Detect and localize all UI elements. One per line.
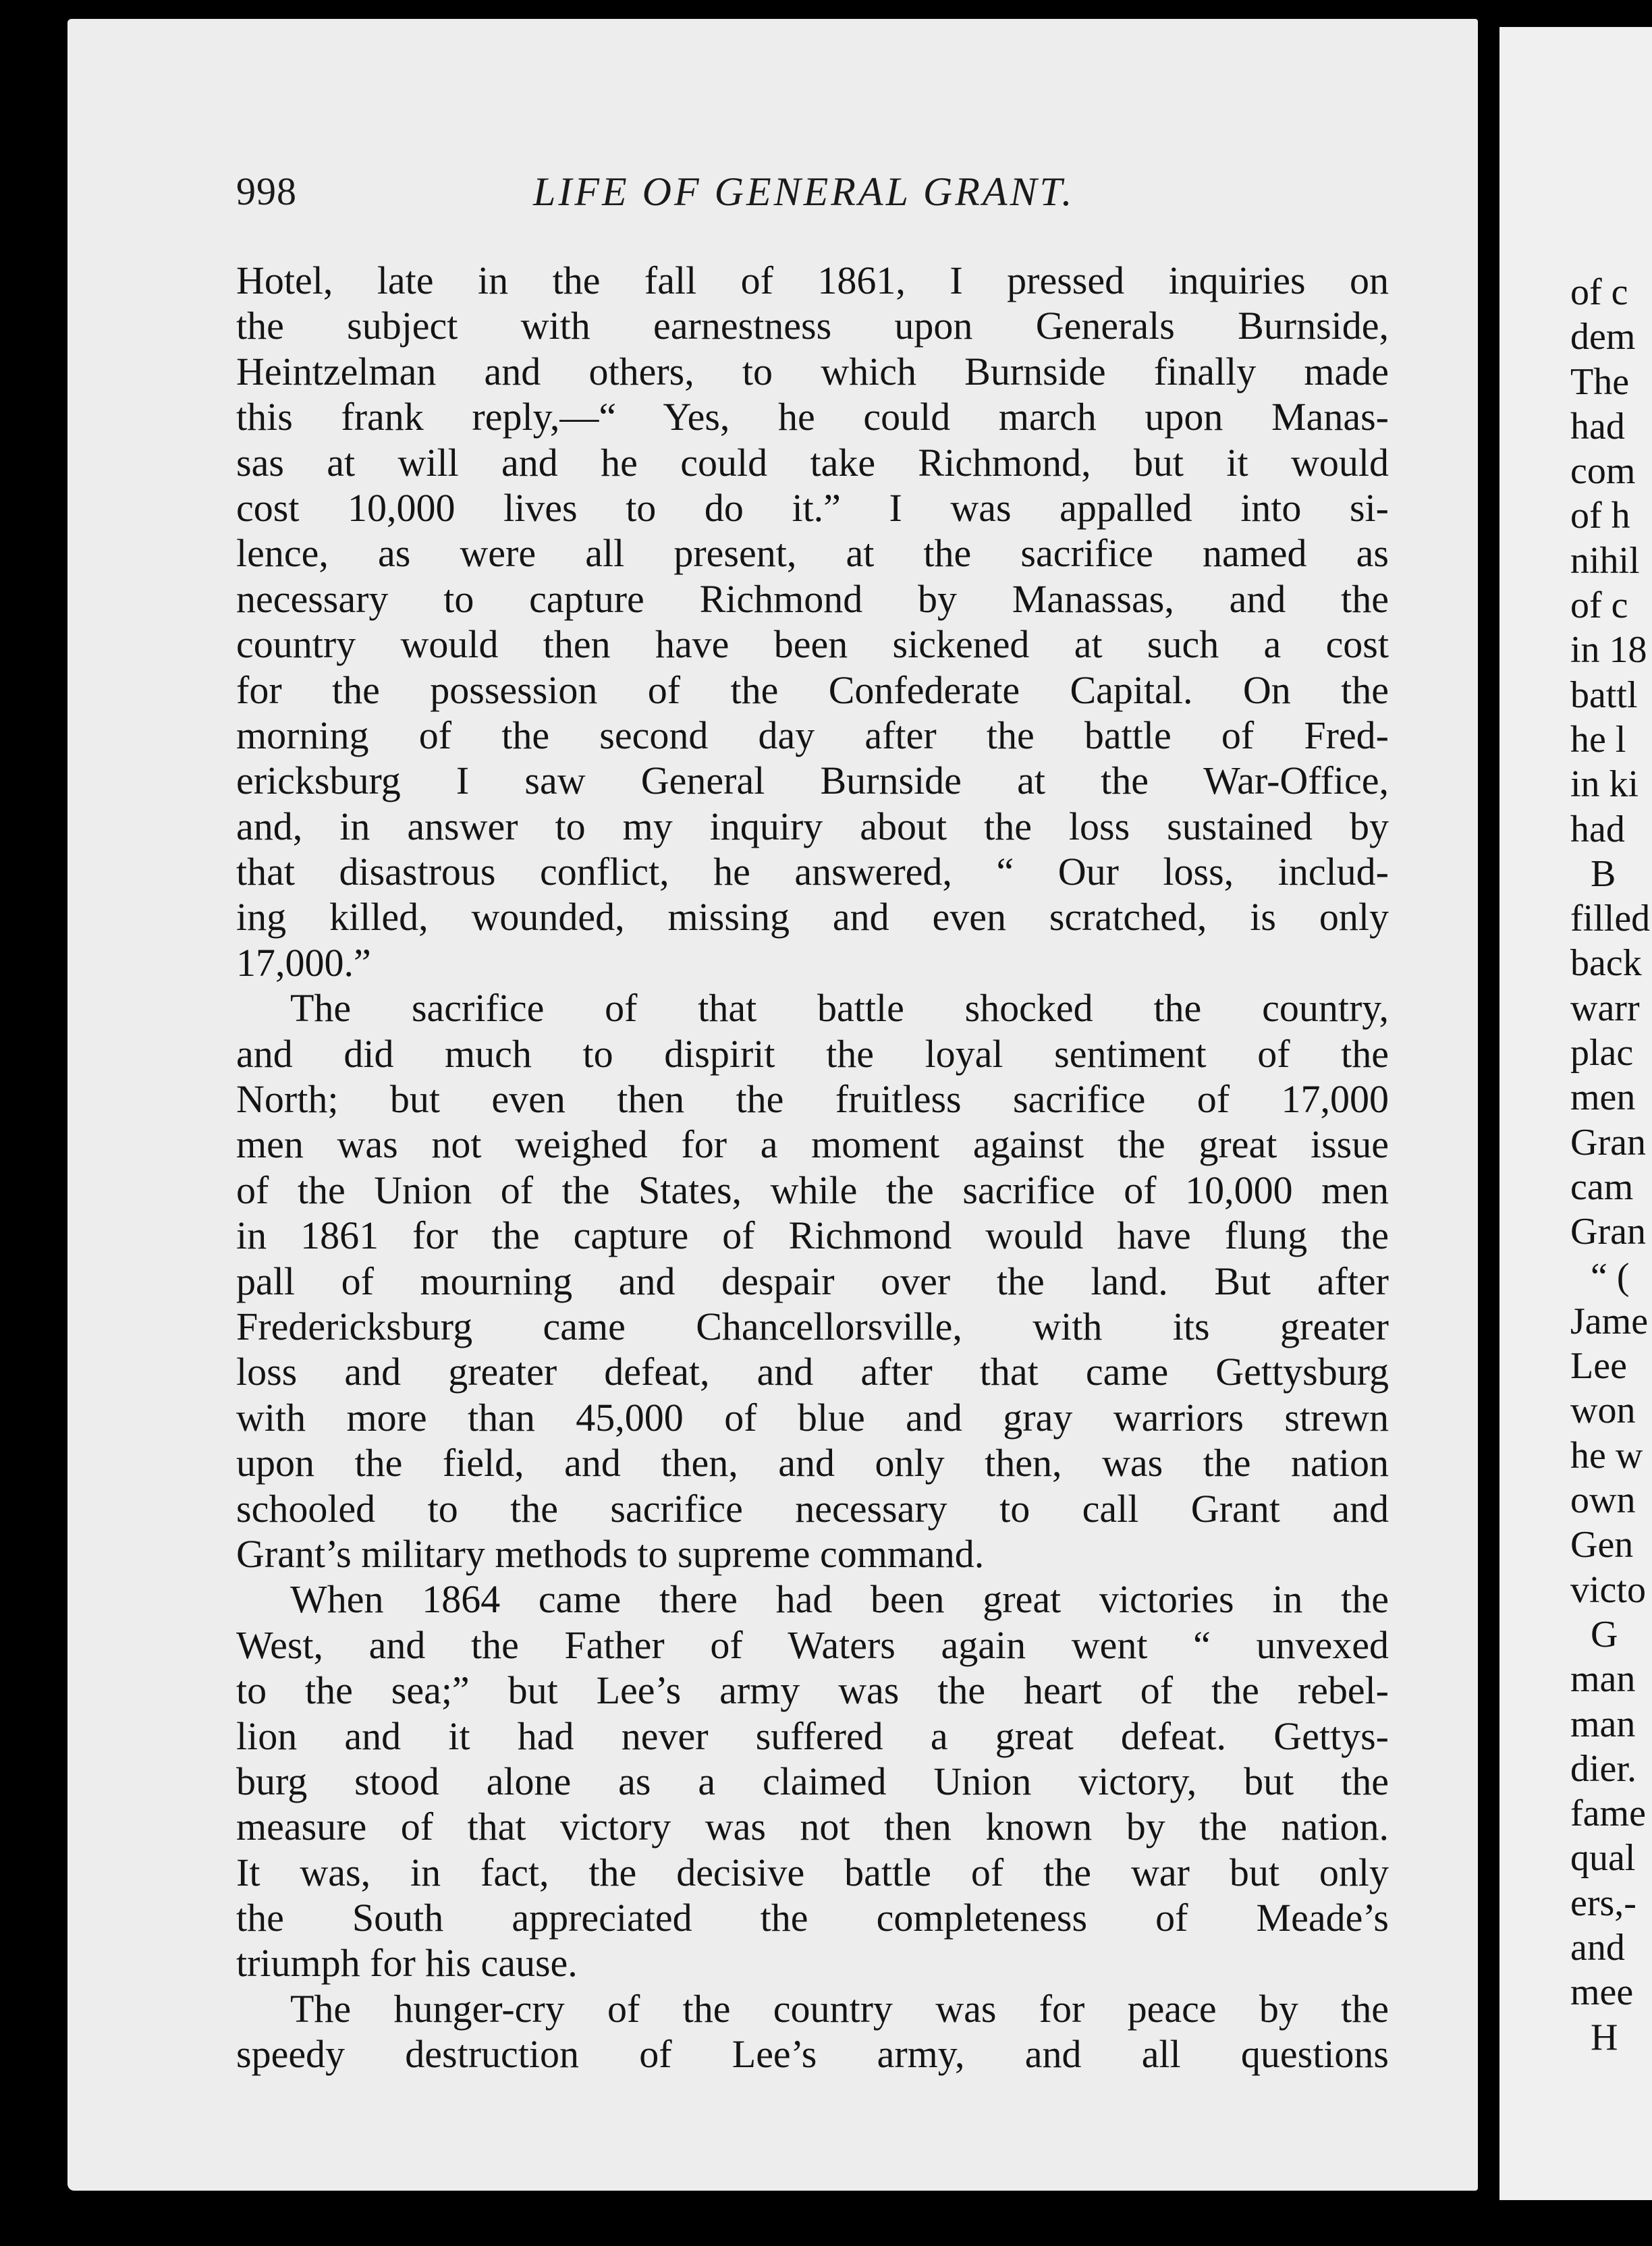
right-line: he l bbox=[1570, 718, 1626, 761]
right-line: in 18 bbox=[1570, 629, 1647, 672]
text-line: upon the field, and then, and only then, was the nation bbox=[236, 1441, 1389, 1485]
right-line: Gran bbox=[1570, 1121, 1646, 1163]
text-line: this frank reply,—“ Yes, he could march upon Manas- bbox=[236, 395, 1389, 439]
text-line: Fredericksburg came Chancellorsville, with its greater bbox=[236, 1304, 1389, 1348]
text-line: men was not weighed for a moment against the great issue bbox=[236, 1122, 1389, 1167]
text-line: lion and it had never suffered a great defeat. Gettys- bbox=[236, 1714, 1389, 1758]
text-line: the South appreciated the completeness of Meade’s bbox=[236, 1896, 1389, 1940]
right-page bbox=[1499, 27, 1652, 2200]
text-line: the subject with earnestness upon Generals Burnside, bbox=[236, 304, 1389, 348]
right-line: he w bbox=[1570, 1434, 1643, 1477]
text-line: speedy destruction of Lee’s army, and all questions bbox=[236, 2032, 1389, 2077]
text-line: West, and the Father of Waters again went “ unvexed bbox=[236, 1622, 1389, 1667]
text-line: It was, in fact, the decisive battle of the war but only bbox=[236, 1850, 1389, 1894]
right-line: G bbox=[1591, 1613, 1618, 1655]
right-line: plac bbox=[1570, 1032, 1634, 1074]
right-line: and bbox=[1570, 1926, 1625, 1969]
right-line: fame bbox=[1570, 1792, 1646, 1835]
text-line: ing killed, wounded, missing and even scratched, is only bbox=[236, 895, 1389, 939]
text-line: in 1861 for the capture of Richmond would have flung the bbox=[236, 1213, 1389, 1258]
right-page-text bbox=[1570, 270, 1650, 2060]
right-line: dier. bbox=[1570, 1747, 1636, 1790]
right-line: nihil bbox=[1570, 539, 1640, 582]
right-line: cam bbox=[1570, 1166, 1634, 1208]
text-line: of the Union of the States, while the sacrifice of 10,000 men bbox=[236, 1168, 1389, 1212]
right-line: won bbox=[1570, 1390, 1636, 1432]
text-line: country would then have been sickened at such a cost bbox=[236, 622, 1389, 667]
text-line: with more than 45,000 of blue and gray warriors strewn bbox=[236, 1395, 1389, 1440]
text-line: measure of that victory was not then known by the nation. bbox=[236, 1805, 1389, 1849]
text-line: 17,000.” bbox=[236, 940, 371, 985]
right-line: of h bbox=[1570, 495, 1630, 537]
right-line: had bbox=[1570, 405, 1625, 447]
right-line: H bbox=[1591, 2016, 1618, 2058]
text-line: The sacrifice of that battle shocked the country, bbox=[290, 986, 1389, 1031]
right-line: of c bbox=[1570, 271, 1628, 313]
right-line: battl bbox=[1570, 674, 1638, 716]
text-line: Heintzelman and others, to which Burnside finally made bbox=[236, 349, 1389, 393]
right-line: dem bbox=[1570, 316, 1636, 358]
text-line: burg stood alone as a claimed Union victory, but the bbox=[236, 1759, 1389, 1803]
text-line: and did much to dispirit the loyal sentiment of the bbox=[236, 1031, 1389, 1076]
right-line: qual bbox=[1570, 1837, 1636, 1880]
right-line: Jame bbox=[1570, 1300, 1649, 1342]
text-line: for the possession of the Confederate Capital. On the bbox=[236, 667, 1389, 712]
right-line: back bbox=[1570, 942, 1642, 985]
right-line: of c bbox=[1570, 584, 1628, 627]
right-line: ers,- bbox=[1570, 1882, 1636, 1924]
text-line: sas at will and he could take Richmond, but it would bbox=[236, 440, 1389, 485]
text-line: loss and greater defeat, and after that came Gettysburg bbox=[236, 1350, 1389, 1394]
right-line: filled bbox=[1570, 898, 1651, 940]
running-title: LIFE OF GENERAL GRANT. bbox=[533, 169, 1075, 214]
right-line: men bbox=[1570, 1076, 1636, 1119]
right-line: “ ( bbox=[1591, 1255, 1630, 1298]
text-line: pall of mourning and despair over the land. But after bbox=[236, 1259, 1389, 1303]
running-head bbox=[236, 169, 1417, 223]
right-line: in ki bbox=[1570, 763, 1639, 806]
text-line: North; but even then the fruitless sacrifice of 17,000 bbox=[236, 1077, 1389, 1122]
text-line: The hunger-cry of the country was for peace by the bbox=[290, 1986, 1389, 2031]
right-line: own bbox=[1570, 1479, 1636, 1522]
text-line: morning of the second day after the battle of Fred- bbox=[236, 713, 1389, 757]
text-line: Hotel, late in the fall of 1861, I pressed inquiries on bbox=[236, 258, 1389, 302]
page-gutter bbox=[1487, 40, 1491, 2220]
right-line: B bbox=[1591, 852, 1616, 895]
text-line: When 1864 came there had been great victories in the bbox=[290, 1577, 1389, 1622]
right-line: Gen bbox=[1570, 1524, 1634, 1566]
text-line: to the sea;” but Lee’s army was the heart of the rebel- bbox=[236, 1668, 1389, 1713]
right-line: warr bbox=[1570, 987, 1640, 1029]
right-line: Gran bbox=[1570, 1211, 1646, 1253]
text-line: Grant’s military methods to supreme command. bbox=[236, 1531, 985, 1576]
right-line: man bbox=[1570, 1658, 1636, 1701]
right-line: Lee bbox=[1570, 1345, 1627, 1388]
text-line: that disastrous conflict, he answered, “ Our loss, includ- bbox=[236, 850, 1389, 894]
text-line: and, in answer to my inquiry about the loss sustained by bbox=[236, 804, 1389, 848]
right-line: victo bbox=[1570, 1568, 1646, 1611]
text-line: necessary to capture Richmond by Manassas, and the bbox=[236, 576, 1389, 621]
page-number: 998 bbox=[236, 169, 297, 213]
right-line: The bbox=[1570, 360, 1630, 403]
text-line: lence, as were all present, at the sacrifice named as bbox=[236, 531, 1389, 576]
text-line: ericksburg I saw General Burnside at the War-Office, bbox=[236, 759, 1389, 803]
text-line: schooled to the sacrifice necessary to call Grant and bbox=[236, 1486, 1389, 1531]
body-text bbox=[236, 258, 1389, 2077]
right-line: mee bbox=[1570, 1971, 1634, 2014]
text-line: triumph for his cause. bbox=[236, 1941, 578, 1985]
text-line: cost 10,000 lives to do it.” I was appalled into si- bbox=[236, 485, 1389, 530]
right-line: com bbox=[1570, 450, 1636, 493]
right-line: had bbox=[1570, 808, 1625, 850]
right-line: man bbox=[1570, 1703, 1636, 1745]
